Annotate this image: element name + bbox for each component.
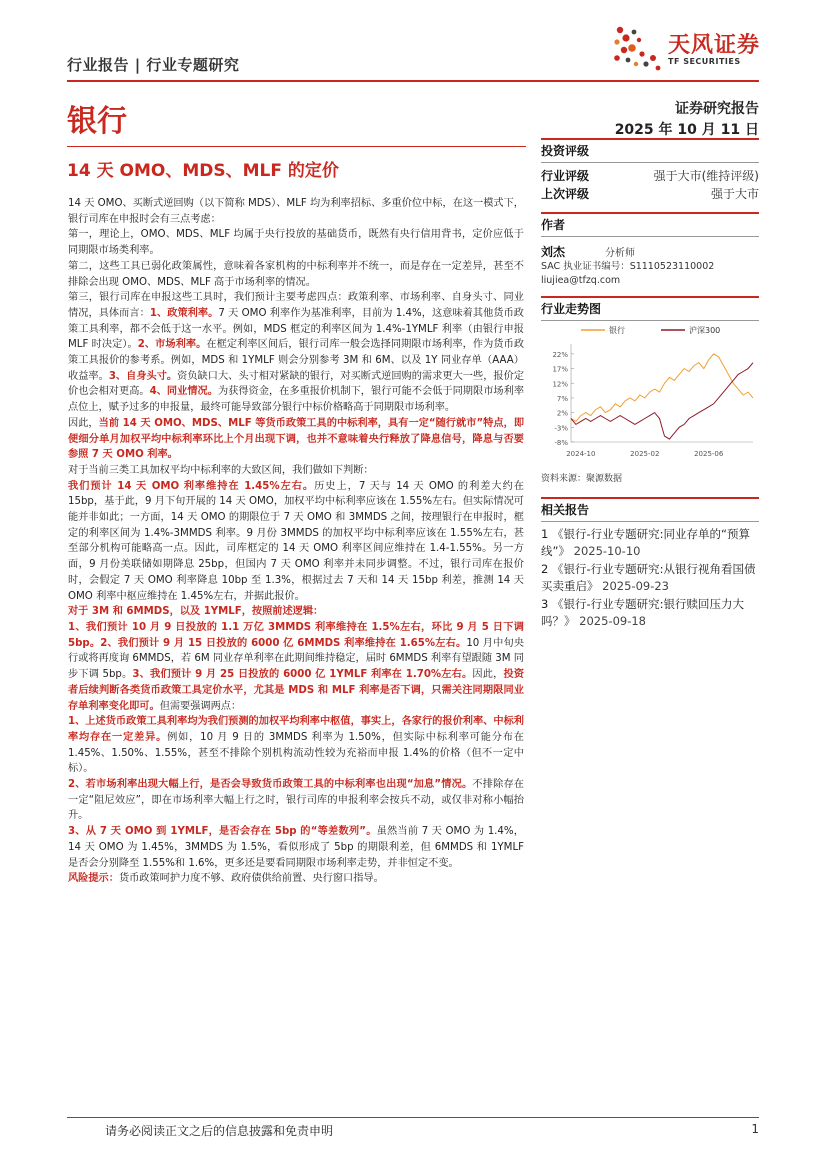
x-tick-label: 2025-06 (694, 450, 724, 458)
related-heading: 相关报告 (541, 497, 759, 522)
prev-rating-label: 上次评级 (541, 187, 590, 201)
y-tick-label: 7% (556, 394, 568, 403)
paragraph: 第一，理论上，OMO、MDS、MLF 均属于央行投放的基础货币，既然有央行信用背书，定价应低于同期限市场类利率。 (68, 229, 524, 257)
author-name: 刘杰 (541, 245, 566, 259)
y-tick-label: 22% (552, 350, 568, 359)
industry-name: 银行 (67, 104, 127, 139)
author-section (541, 212, 759, 288)
legend-label: 银行 (609, 326, 625, 335)
author-email[interactable]: liujiea@tfzq.com (541, 275, 621, 286)
series-line-hs300 (571, 363, 753, 439)
related-report-3[interactable]: 3 《银行-行业专题研究:银行赎回压力大吗？》 2025-09-18 (541, 597, 744, 628)
paragraph: 对于当前三类工具加权平均中标利率的大致区间，我们做如下判断： (68, 464, 374, 476)
paragraph: 对于 3M 和 6MMDS，以及 1YMLF，按照前述逻辑： (68, 606, 324, 618)
page-title: 14 天 OMO、MDS、MLF 的定价 (67, 161, 339, 181)
legend-label: 沪深300 (689, 326, 721, 335)
related-section (541, 497, 759, 629)
page-number: 1 (751, 1122, 759, 1136)
report-type: 行业报告 | 行业专题研究 (67, 56, 240, 74)
paragraph: 3、从 7 天 OMO 到 1YMLF，是否会存在 5bp 的“等差数列”。虽然当前 7 天 OMO 为 1.4%，14 天 OMO 为 1.45%，3MMDS 为 1.5%，看似形成了 5bp 的期限利差，但 6MMDS 和 1YMLF 是否会分别降至 1.55%和 1.6%，更多还是要看同期限市场利率走势，并非恒定不变。 (68, 826, 524, 869)
rating-value: 强于大市(维持评级) (653, 169, 759, 183)
doc-type: 证券研究报告 (675, 101, 759, 117)
y-tick-label: 2% (556, 409, 568, 418)
logo-text-cn: 天风证券 (668, 33, 761, 58)
trend-chart (541, 318, 759, 468)
y-tick-label: -3% (554, 424, 568, 433)
doc-date: 2025 年 10 月 11 日 (614, 122, 759, 138)
rating-label: 行业评级 (541, 169, 590, 183)
logo-text-en: TF SECURITIES (668, 57, 741, 66)
related-report-2[interactable]: 2 《银行-行业专题研究:从银行视角看国债买卖重启》 2025-09-23 (541, 562, 756, 593)
paragraph: 我们预计 14 天 OMO 利率维持在 1.45%左右。历史上，7 天与 14 天 OMO 的利差大约在 15bp，基于此，9 月下旬开展的 14 天 OMO，加权平均中标利率应该在 1.55%左右。但实际情况可能并非如此；一方面，14 天 OMO 的期限位于 7 天 OMO 和 3MMDS 之间，按理银行在申报时，框定的利率区间为 1.4%-3MMDS 利率。9 月份 3MMDS 的加权平均中标利率应该在 1.55%左右，甚至部分机构可能略高一点。因此，司库框定的 14 天 OMO 利率区间应维持在 1.4-1.55%。另一方面，9 月份美联储如期降息 25bp，但国内 7 天 OMO 利率并未同步调整。不过，银行司库在报价时，会假定 7 天 OMO 利率降息 10bp 至 1.3%，根据过去 7 天和 14 天 15bp 利差，推测 14 天 OMO 利率中枢应维持在 1.45%左右，并据此报价。 (68, 480, 524, 602)
x-tick-label: 2024-10 (566, 450, 596, 458)
y-tick-label: -8% (554, 439, 568, 447)
rating-row (541, 167, 759, 185)
paragraph: 风险提示：货币政策呵护力度不够、政府债供给前置、央行窗口指导。 (68, 873, 384, 885)
y-tick-label: 12% (552, 380, 568, 389)
footer-disclaimer: 请务必阅读正文之后的信息披露和免责申明 (105, 1124, 334, 1138)
paragraph: 1、我们预计 10 月 9 日投放的 1.1 万亿 3MMDS 利率维持在 1.5%左右，环比 9 月 5 日下调 5bp。2、我们预计 9 月 15 日投放的 6000 亿 6MMDS 利率维持在 1.65%左右。10 月中旬央行或将再度询 6MMDS，若 6M 同业存单利率在此期间维持稳定，届时 6MMDS 利率有望跟随 3M 同步下调 5bp。3、我们预计 9 月 25 日投放的 6000 亿 1YMLF 利率在 1.70%左右。因此，投资者后续判断各类货币政策工具定价水平，尤其是 MDS 和 MLF 利率是否下调，只需关注同期限同业存单利率变化即可。但需要强调两点： (68, 621, 525, 712)
paragraph: 1、上述货币政策工具利率均为我们预测的加权平均利率中枢值，事实上，各家行的报价利率、中标利率均存在一定差异。例如，10 月 9 日的 3MMDS 利率为 1.50%，但实际中标利率可能分布在 1.45%、1.50%、1.55%，甚至不排除个别机构流动性较为充裕而申报 1.4%的价格（但不一定中标）。 (68, 716, 524, 775)
y-tick-label: 17% (552, 365, 568, 374)
title-divider (67, 146, 526, 147)
prev-rating-row (541, 185, 759, 203)
rating-heading: 投资评级 (541, 138, 759, 163)
prev-rating-value: 强于大市 (710, 187, 759, 201)
trend-heading: 行业走势图 (541, 296, 759, 321)
paragraph: 第二，这些工具已弱化政策属性，意味着各家机构的中标利率并不统一，而是存在一定差异，甚至不排除会出现 OMO、MDS、MLF 高于市场利率的情况。 (68, 260, 524, 288)
chart-source: 资料来源：聚源数据 (541, 474, 623, 484)
author-cert: SAC 执业证书编号：S1110523110002 (541, 261, 715, 272)
x-tick-label: 2025-02 (630, 450, 660, 458)
footer-divider (67, 1117, 759, 1118)
rating-section (541, 138, 759, 203)
paragraph: 14 天 OMO、买断式逆回购（以下简称 MDS）、MLF 均为利率招标、多重价位中标，在这一模式下，银行司库在申报时会有三点考虑： (68, 198, 524, 225)
body-text (68, 196, 524, 887)
author-role: 分析师 (605, 248, 636, 259)
paragraph: 第三，银行司库在申报这些工具时，我们预计主要考虑四点：政策利率、市场利率、自身头寸、同业情况，具体而言：1、政策利率。7 天 OMO 利率作为基准利率，目前为 1.4%，这意味着其他货币政策工具利率，都不会低于这一水平。例如，MDS 框定的利率区间为 1.4%-1YMLF 利率（由银行申报 MLF 时决定）。2、市场利率。在框定利率区间后，银行司库一般会选择同期限市场利率，作为货币政策工具报价的参考系。例如，MDS 和 1YMLF 则会分别参考 3M 和 6M、以及 1Y 同业存单（AAA）收益率。3、自身头寸。资负缺口大、头寸相对紧缺的银行，对买断式逆回购的需求更大一些，报价定价也会相对更高。4、同业情况。为获得资金，在多重报价机制下，银行可能不会低于同期限市场利率点位上，赋予过多的申报量，最终可能导致部分银行中标价格略高于同期限市场利率。 (68, 292, 525, 414)
paragraph: 2、若市场利率出现大幅上行，是否会导致货币政策工具的中标利率也出现“加息”情况。不排除存在一定“阻尼效应”，即在市场利率大幅上行之时，银行司库的申报利率会按兵不动，或仅非对称小幅抬升。 (68, 779, 524, 822)
related-report-1[interactable]: 1 《银行-行业专题研究:同业存单的“预算线”》 2025-10-10 (541, 527, 750, 558)
header-divider (67, 80, 759, 82)
series-line-bank (571, 354, 753, 422)
paragraph: 因此，当前 14 天 OMO、MDS、MLF 等货币政策工具的中标利率，具有一定“随行就市”特点，即便细分单月加权平均中标利率环比上个月出现下调，也并不意味着央行释放了降息信号，降息与否要参照 7 天 OMO 利率。 (68, 417, 525, 461)
author-heading: 作者 (541, 212, 759, 237)
